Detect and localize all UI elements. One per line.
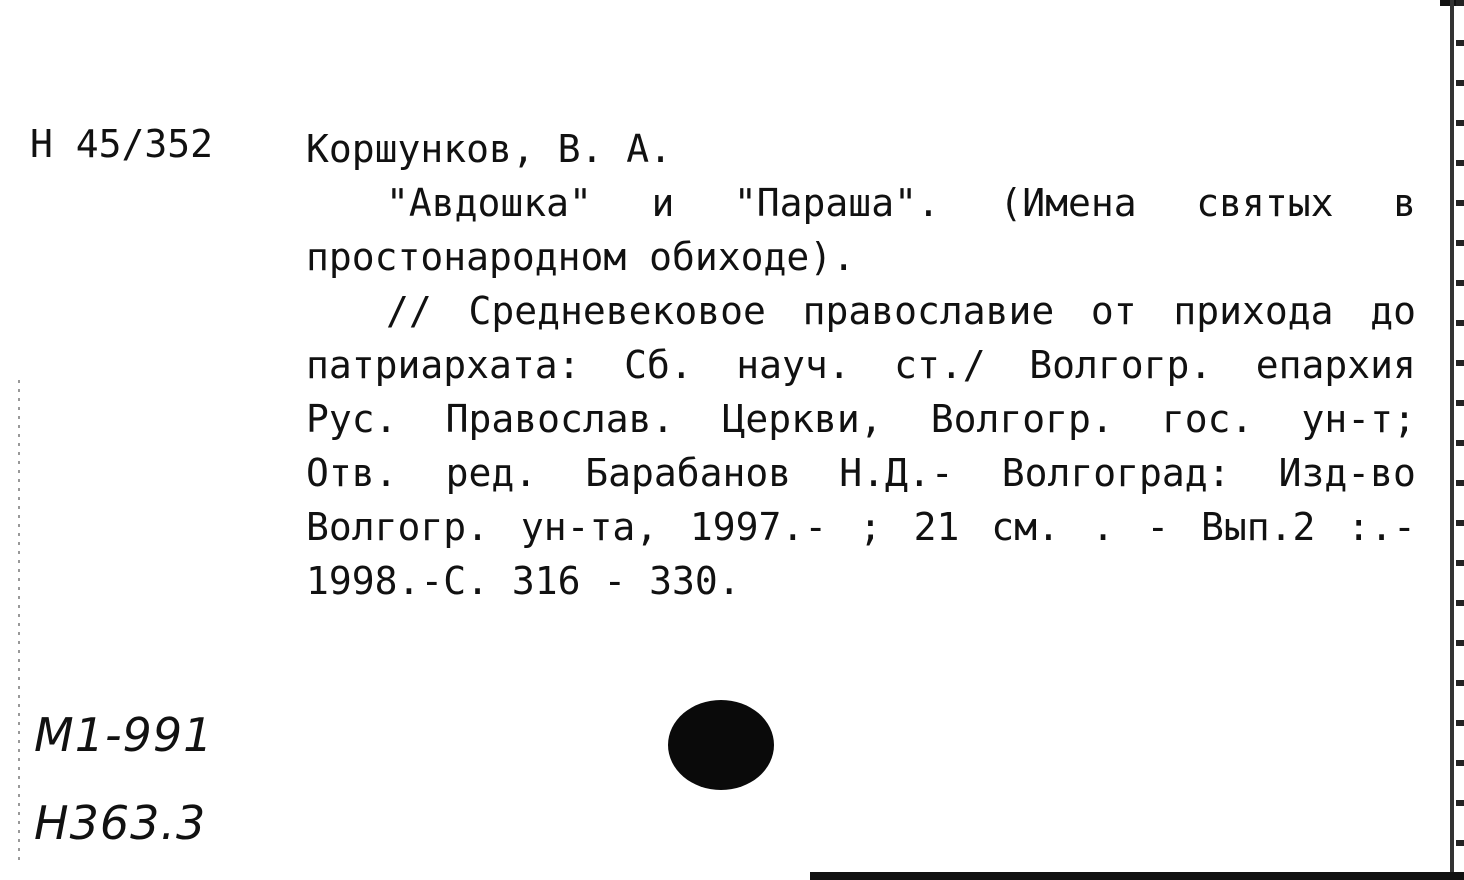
entry-word: прихода [1173, 289, 1334, 333]
entry-word: Отв. [306, 451, 398, 495]
entry-word: святых [1196, 181, 1334, 225]
entry-word: :.- [1347, 505, 1416, 549]
entry-word: ун-та, [520, 505, 659, 549]
entry-line: Коршунков, В. А. [306, 127, 673, 171]
entry-word: Волгоград: [1001, 451, 1231, 495]
entry-line [306, 500, 1416, 554]
card-right-border [1450, 0, 1454, 880]
entry-line [306, 284, 1416, 338]
shelfmark: Н 45/352 [30, 122, 214, 166]
handwritten-classification: М1-991 [34, 708, 214, 762]
entry-word: Церкви, [722, 397, 883, 441]
entry-word: науч. [736, 343, 851, 387]
entry-word: Изд-во [1278, 451, 1416, 495]
card-left-edge-marks [18, 380, 20, 860]
entry-word: и [651, 181, 675, 225]
entry-word: 1997.- [689, 505, 828, 549]
entry-line [306, 176, 1416, 230]
entry-word: Барабанов [585, 451, 792, 495]
entry-line [306, 446, 1416, 500]
entry-word: "Авдошка" [386, 181, 592, 225]
handwritten-index: Н363.3 [34, 796, 207, 850]
entry-word: Волгогр. [306, 505, 490, 549]
entry-word: Православ. [445, 397, 675, 441]
entry-word: Рус. [306, 397, 398, 441]
entry-line [306, 338, 1416, 392]
entry-word: епархия [1255, 343, 1416, 387]
entry-word: Сб. [624, 343, 693, 387]
entry-line: простонародном обиходе). [306, 235, 856, 279]
entry-word: ст./ [894, 343, 986, 387]
entry-line: 1998.-С. 316 - 330. [306, 559, 741, 603]
entry-word: ред. [445, 451, 538, 495]
entry-word: (Имена [999, 181, 1137, 225]
entry-word: ун-т; [1301, 397, 1416, 441]
entry-word: в [1393, 181, 1416, 225]
entry-word: Волгогр. [1029, 343, 1213, 387]
entry-line [306, 392, 1416, 446]
card-punch-hole [668, 700, 774, 790]
entry-word: Волгогр. [930, 397, 1114, 441]
entry-word: от [1090, 289, 1137, 333]
entry-word: до [1370, 289, 1416, 333]
entry-word: - [1146, 505, 1170, 549]
entry-word: Средневековое [468, 289, 766, 333]
entry-word: . [1091, 505, 1115, 549]
entry-word: см. [991, 505, 1060, 549]
entry-word: 21 [913, 505, 960, 549]
card-bottom-border [810, 872, 1464, 880]
entry-word: // [386, 289, 432, 333]
entry-word: Вып.2 [1201, 505, 1316, 549]
entry-word: ; [858, 505, 882, 549]
bibliographic-entry [306, 122, 1416, 608]
entry-word: Н.Д.- [839, 451, 954, 495]
entry-word: гос. [1161, 397, 1254, 441]
entry-word: патриархата: [306, 343, 581, 387]
card-right-edge-marks [1456, 0, 1464, 880]
entry-word: православие [802, 289, 1055, 333]
entry-word: "Параша". [733, 181, 940, 225]
